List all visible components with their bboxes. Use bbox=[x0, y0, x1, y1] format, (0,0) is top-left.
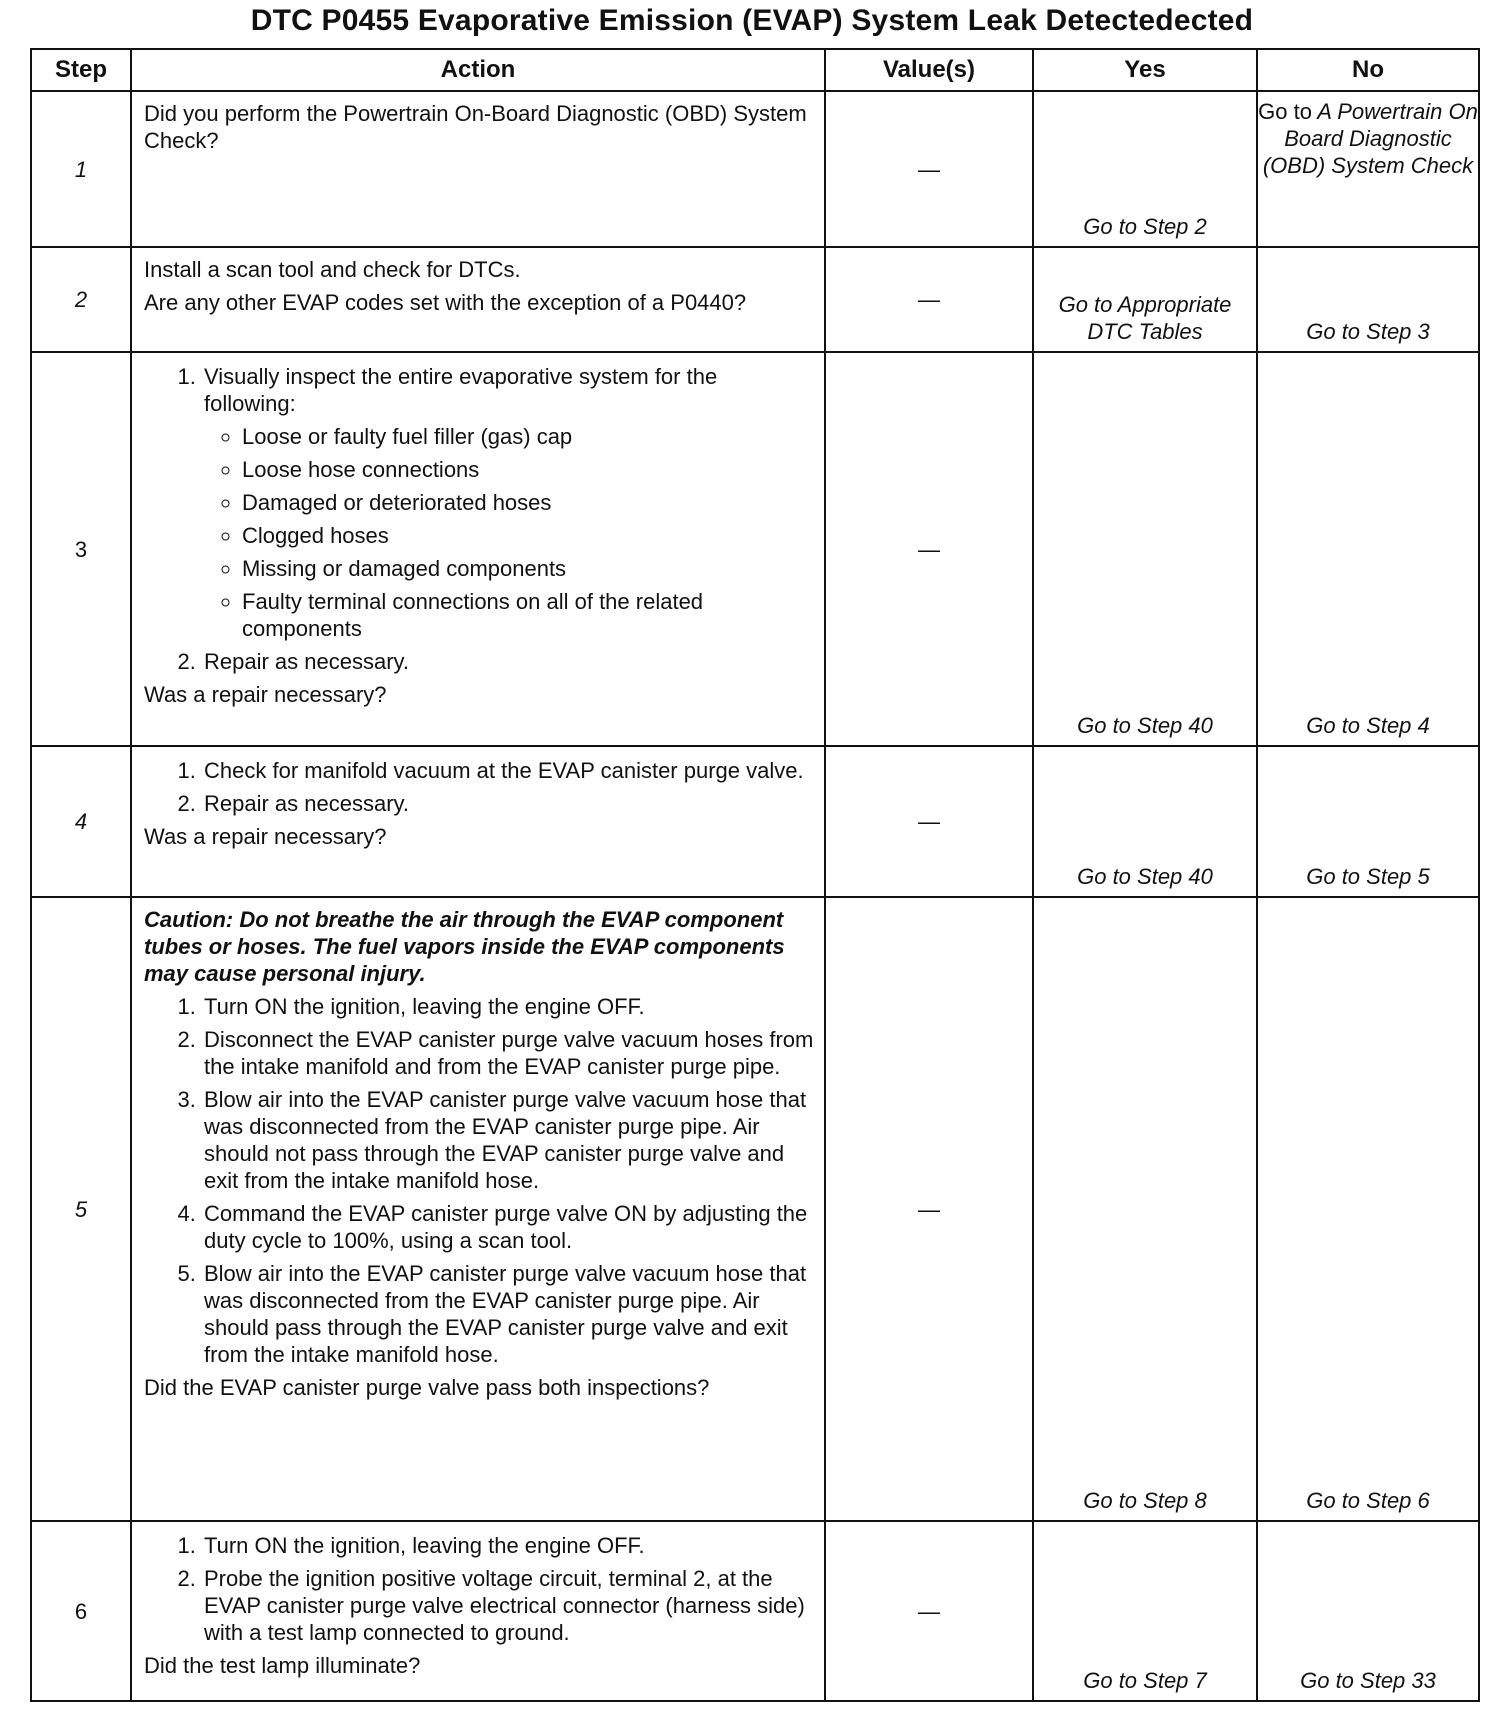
action-cell bbox=[131, 91, 825, 247]
action-question: Did you perform the Powertrain On-Board Diagnostic (OBD) System Check? bbox=[144, 101, 807, 153]
table-row bbox=[31, 91, 1479, 247]
yes-cell: Go to Appropriate DTC Tables bbox=[1033, 247, 1257, 352]
action-instruction: Install a scan tool and check for DTCs. bbox=[144, 257, 521, 282]
yes-cell: Go to Step 7 bbox=[1033, 1521, 1257, 1701]
action-step: 2. Repair as necessary. bbox=[202, 790, 814, 817]
list-item: ◦ Missing or damaged components bbox=[242, 555, 814, 582]
yes-cell: Go to Step 40 bbox=[1033, 746, 1257, 897]
action-cell bbox=[131, 352, 825, 746]
action-question: Was a repair necessary? bbox=[144, 682, 387, 707]
table-row bbox=[31, 247, 1479, 352]
action-step: 5. Blow air into the EVAP canister purge valve vacuum hose that was disconnected from the EVAP canister purge pipe. Air should pass through the EVAP canister purge valve and exit from the intake manifold hose. bbox=[202, 1260, 814, 1368]
action-question: Did the EVAP canister purge valve pass both inspections? bbox=[144, 1375, 710, 1400]
list-item: ◦ Loose hose connections bbox=[242, 456, 814, 483]
action-step: 1. Check for manifold vacuum at the EVAP canister purge valve. bbox=[202, 757, 814, 784]
action-cell bbox=[131, 247, 825, 352]
value-cell: — bbox=[825, 91, 1033, 247]
step-number: 6 bbox=[31, 1521, 131, 1701]
value-cell: — bbox=[825, 1521, 1033, 1701]
list-item: ◦ Clogged hoses bbox=[242, 522, 814, 549]
no-cell: Go to Step 6 bbox=[1257, 897, 1479, 1521]
yes-cell: Go to Step 40 bbox=[1033, 352, 1257, 746]
step-number: 5 bbox=[31, 897, 131, 1521]
action-cell bbox=[131, 897, 825, 1521]
header-step: Step bbox=[31, 49, 131, 91]
action-step: 1. Turn ON the ignition, leaving the engine OFF. bbox=[202, 993, 814, 1020]
value-cell: — bbox=[825, 247, 1033, 352]
action-step: 2. Probe the ignition positive voltage circuit, terminal 2, at the EVAP canister purge valve electrical connector (harness side) with a test lamp connected to ground. bbox=[202, 1565, 814, 1646]
header-yes: Yes bbox=[1033, 49, 1257, 91]
action-step: 2. Disconnect the EVAP canister purge valve vacuum hoses from the intake manifold and from the EVAP canister purge pipe. bbox=[202, 1026, 814, 1080]
no-cell: Go to Step 5 bbox=[1257, 746, 1479, 897]
table-row bbox=[31, 1521, 1479, 1701]
table-header-row bbox=[31, 49, 1479, 91]
table-row bbox=[31, 746, 1479, 897]
value-cell: — bbox=[825, 746, 1033, 897]
step-number: 1 bbox=[31, 91, 131, 247]
step-number: 2 bbox=[31, 247, 131, 352]
diagnostic-table bbox=[30, 48, 1480, 1702]
yes-cell: Go to Step 8 bbox=[1033, 897, 1257, 1521]
table-row bbox=[31, 352, 1479, 746]
action-cell bbox=[131, 746, 825, 897]
page-title: DTC P0455 Evaporative Emission (EVAP) System Leak Detectedected bbox=[250, 4, 1254, 37]
table-row bbox=[31, 897, 1479, 1521]
action-question: Was a repair necessary? bbox=[144, 824, 387, 849]
value-cell: — bbox=[825, 352, 1033, 746]
inspection-list bbox=[204, 423, 814, 642]
action-cell bbox=[131, 1521, 825, 1701]
list-item: ◦ Loose or faulty fuel filler (gas) cap bbox=[242, 423, 814, 450]
action-steps bbox=[144, 1532, 814, 1646]
header-action: Action bbox=[131, 49, 825, 91]
action-step: 1. Turn ON the ignition, leaving the engine OFF. bbox=[202, 1532, 814, 1559]
no-cell: Go to Step 4 bbox=[1257, 352, 1479, 746]
action-steps bbox=[144, 363, 814, 675]
action-steps bbox=[144, 993, 814, 1368]
action-step: 2. Repair as necessary. bbox=[202, 648, 814, 675]
action-step bbox=[202, 363, 814, 642]
action-question: Did the test lamp illuminate? bbox=[144, 1653, 421, 1678]
yes-cell: Go to Step 2 bbox=[1033, 91, 1257, 247]
no-cell bbox=[1257, 91, 1479, 247]
action-question: Are any other EVAP codes set with the exception of a P0440? bbox=[144, 290, 747, 315]
header-values: Value(s) bbox=[825, 49, 1033, 91]
list-item: ◦ Damaged or deteriorated hoses bbox=[242, 489, 814, 516]
step-number: 3 bbox=[31, 352, 131, 746]
no-cell: Go to Step 3 bbox=[1257, 247, 1479, 352]
header-no: No bbox=[1257, 49, 1479, 91]
action-step: 4. Command the EVAP canister purge valve ON by adjusting the duty cycle to 100%, using a scan tool. bbox=[202, 1200, 814, 1254]
no-prefix: Go to bbox=[1258, 99, 1312, 124]
action-step-text: Visually inspect the entire evaporative system for the following: bbox=[204, 364, 718, 416]
no-cell: Go to Step 33 bbox=[1257, 1521, 1479, 1701]
no-reference: A Powertrain On Board Diagnostic (OBD) System Check bbox=[1262, 99, 1478, 178]
list-item: ◦ Faulty terminal connections on all of the related components bbox=[242, 588, 814, 642]
step-number: 4 bbox=[31, 746, 131, 897]
action-steps bbox=[144, 757, 814, 817]
action-step: 3. Blow air into the EVAP canister purge valve vacuum hose that was disconnected from the EVAP canister purge pipe. Air should not pass through the EVAP canister purge valve and exit from the intake manifold hose. bbox=[202, 1086, 814, 1194]
value-cell: — bbox=[825, 897, 1033, 1521]
caution-note: Caution: Do not breathe the air through the EVAP component tubes or hoses. The fuel vapors inside the EVAP components may cause personal injury. bbox=[144, 907, 785, 986]
